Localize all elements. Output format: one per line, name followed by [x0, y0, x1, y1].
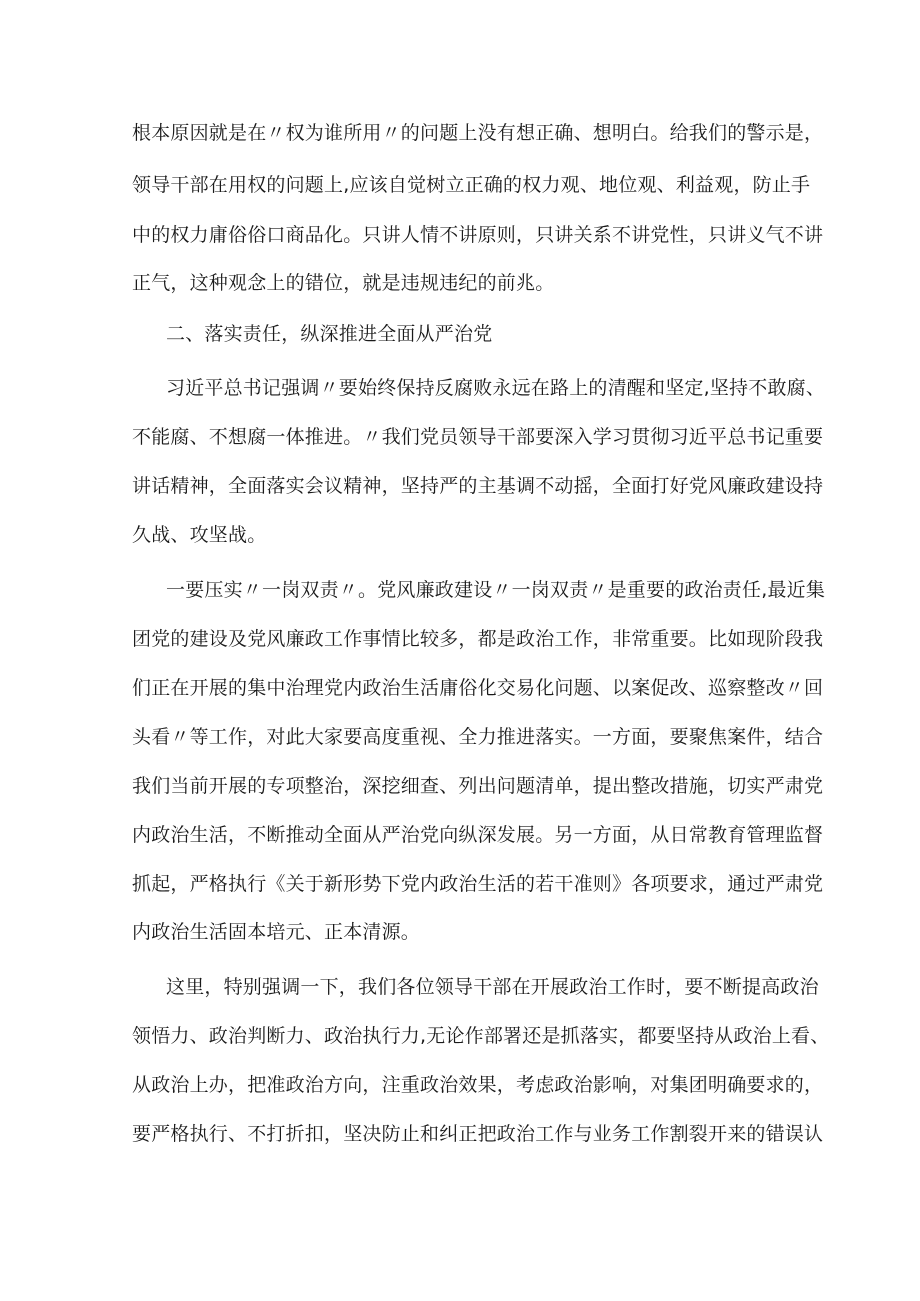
paragraph-4-line-4: 要严格执行、不打折扣，坚决防止和纠正把政治工作与业务工作割裂开来的错误认	[132, 1123, 824, 1145]
paragraph-4-line-3: 从政治上办，把准政治方向，注重政治效果，考虑政治影响，对集团明确要求的，	[132, 1074, 824, 1096]
paragraph-1-line-2: 领导干部在用权的问题上,应该自觉树立正确的权力观、地位观、利益观，防止手	[132, 174, 811, 196]
paragraph-4-line-1: 这里，特别强调一下，我们各位领导干部在开展政治工作时，要不断提高政治	[166, 976, 819, 998]
paragraph-3-line-8: 内政治生活固本培元、正本清源。	[132, 921, 421, 943]
paragraph-2-line-1: 习近平总书记强调〃要始终保持反腐败永远在路上的清醒和坚定,坚持不敢腐、	[166, 377, 826, 399]
paragraph-3-line-4: 头看〃等工作，对此大家要高度重视、全力推进落实。一方面，要聚焦案件，结合	[132, 726, 824, 748]
paragraph-2-line-4: 久战、攻坚战。	[132, 524, 267, 546]
paragraph-1-line-4: 正气，这种观念上的错位，就是违规违纪的前兆。	[132, 272, 555, 294]
paragraph-3-line-6: 内政治生活，不断推动全面从严治党向纵深发展。另一方面，从日常教育管理监督	[132, 824, 824, 846]
paragraph-3-line-2: 团党的建设及党风廉政工作事情比较多，都是政治工作，非常重要。比如现阶段我	[132, 628, 824, 650]
paragraph-1-line-3: 中的权力庸俗俗口商品化。只讲人情不讲原则，只讲关系不讲党性，只讲义气不讲	[132, 224, 824, 246]
paragraph-3-line-3: 们正在开展的集中治理党内政治生活庸俗化交易化问题、以案促改、巡察整改〃回	[132, 677, 824, 699]
paragraph-2-line-2: 不能腐、不想腐一体推进。〃我们党员领导干部要深入学习贯彻习近平总书记重要	[132, 426, 824, 448]
paragraph-1-line-1: 根本原因就是在〃权为谁所用〃的问题上没有想正确、想明白。给我们的警示是，	[132, 122, 824, 144]
paragraph-4-line-2: 领悟力、政治判断力、政治执行力,无论作部署还是抓落实，都要坚持从政治上看、	[132, 1025, 830, 1047]
paragraph-3-line-5: 我们当前开展的专项整治，深挖细查、列出问题清单，提出整改措施，切实严肃党	[132, 775, 824, 797]
paragraph-3-line-1: 一要压实〃一岗双责〃。党风廉政建设〃一岗双责〃是重要的政治责任,最近集	[166, 579, 826, 601]
paragraph-2-line-3: 讲话精神，全面落实会议精神，坚持严的主基调不动摇，全面打好党风廉政建设持	[132, 475, 824, 497]
paragraph-3-line-7: 抓起，严格执行《关于新形势下党内政治生活的若干准则》各项要求，通过严肃党	[132, 873, 824, 895]
section-heading: 二、落实责任，纵深推进全面从严治党	[166, 323, 493, 345]
